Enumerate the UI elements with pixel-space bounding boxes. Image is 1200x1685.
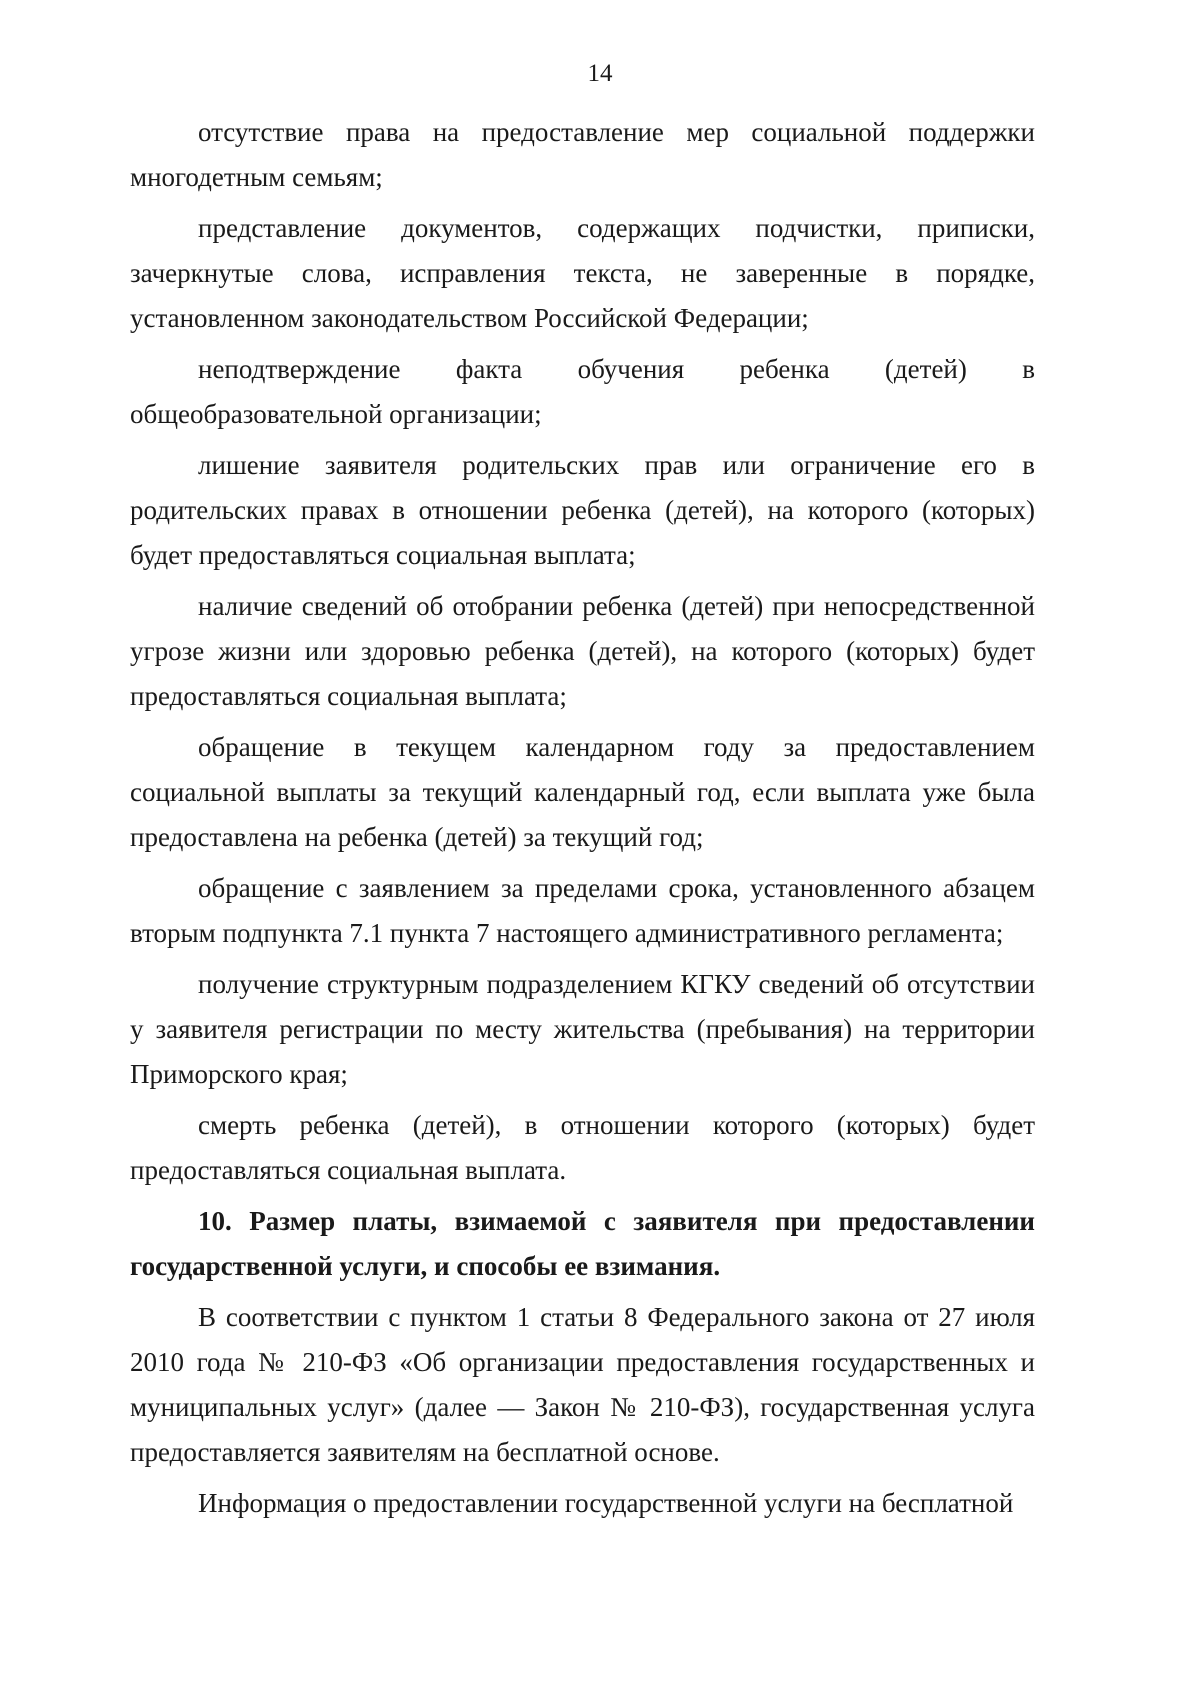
paragraph-corrected-documents: представление документов, содержащих подчистки, приписки, зачеркнутые слова, исправления текста, не заверенные в порядке, установленном законодательством Российской Федерации; — [130, 213, 1035, 333]
paragraph-child-removal: наличие сведений об отобрании ребенка (детей) при непосредственной угрозе жизни или здоровью ребенка (детей), на которого (которых) будет предоставляться социальная выплата; — [130, 591, 1035, 711]
paragraph-missed-deadline: обращение с заявлением за пределами срока, установленного абзацем вторым подпункта 7.1 пункта 7 настоящего административного регламента; — [130, 873, 1035, 948]
paragraph-no-education-confirmation: неподтверждение факта обучения ребенка (детей) в общеобразовательной организации; — [130, 354, 1035, 429]
paragraph-free-of-charge: В соответствии с пунктом 1 статьи 8 Федерального закона от 27 июля 2010 года № 210-ФЗ «Об организации предоставления государственных и муниципальных услуг» (далее — Закон № 210-ФЗ), государственная услуга предоставляется заявителям на бесплатной основе. — [130, 1302, 1035, 1467]
paragraph-parental-rights-deprivation: лишение заявителя родительских прав или ограничение его в родительских правах в отношении ребенка (детей), на которого (которых) будет предоставляться социальная выплата; — [130, 450, 1035, 570]
page-number: 14 — [587, 60, 613, 87]
paragraph-repeat-request: обращение в текущем календарном году за предоставлением социальной выплаты за текущий календарный год, если выплата уже была предоставлена на ребенка (детей) за текущий год; — [130, 732, 1035, 852]
section-heading: 10. Размер платы, взимаемой с заявителя при предоставлении государственной услуги, и способы ее взимания. — [130, 1206, 1035, 1281]
paragraph-no-registration: получение структурным подразделением КГКУ сведений об отсутствии у заявителя регистрации по месту жительства (пребывания) на территории Приморского края; — [130, 969, 1035, 1089]
document-body — [130, 110, 1035, 1532]
paragraph-information-free: Информация о предоставлении государственной услуги на бесплатной — [198, 1488, 1014, 1518]
paragraph-no-right-to-support: отсутствие права на предоставление мер социальной поддержки многодетным семьям; — [130, 117, 1035, 192]
paragraph-child-death: смерть ребенка (детей), в отношении которого (которых) будет предоставляться социальная выплата. — [130, 1110, 1035, 1185]
